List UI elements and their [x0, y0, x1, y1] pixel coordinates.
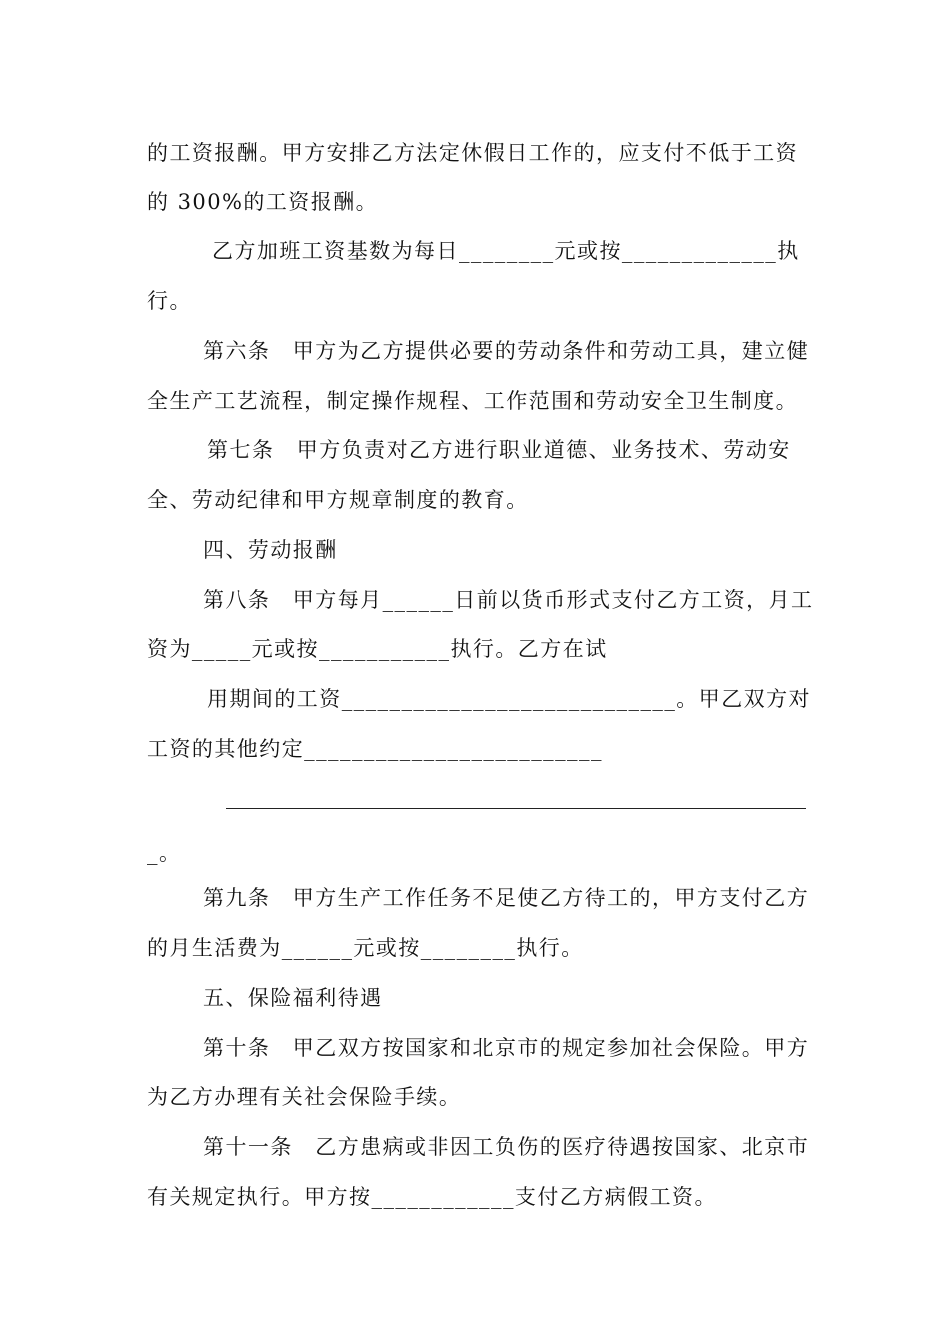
- article-10-line-1: 第十条 甲乙双方按国家和北京市的规定参加社会保险。甲方: [203, 1036, 810, 1060]
- article-8-line-4: 工资的其他约定_________________________: [147, 737, 603, 761]
- article-9-line-1: 第九条 甲方生产工作任务不足使乙方待工的，甲方支付乙方: [203, 886, 810, 910]
- article-11-line-2: 有关规定执行。甲方按____________支付乙方病假工资。: [147, 1185, 717, 1209]
- blank-underline: [226, 808, 806, 809]
- article-8-line-2: 资为_____元或按___________执行。乙方在试: [147, 637, 608, 661]
- article-6-line-2: 全生产工艺流程，制定操作规程、工作范围和劳动安全卫生制度。: [147, 389, 799, 413]
- section-heading-4: 四、劳动报酬: [203, 538, 338, 562]
- text-line-4: 行。: [147, 289, 192, 313]
- article-6-line-1: 第六条 甲方为乙方提供必要的劳动条件和劳动工具，建立健: [203, 339, 810, 363]
- text-line-1: 的工资报酬。甲方安排乙方法定休假日工作的，应支付不低于工资: [147, 141, 799, 165]
- article-8-line-5: _。: [147, 841, 182, 865]
- section-heading-5: 五、保险福利待遇: [203, 986, 383, 1010]
- article-7-line-2: 全、劳动纪律和甲方规章制度的教育。: [147, 488, 529, 512]
- text-line-3: 乙方加班工资基数为每日________元或按_____________执: [212, 239, 800, 263]
- article-11-line-1: 第十一条 乙方患病或非因工负伤的医疗待遇按国家、北京市: [203, 1135, 810, 1159]
- article-10-line-2: 为乙方办理有关社会保险手续。: [147, 1085, 462, 1109]
- article-8-line-1: 第八条 甲方每月______日前以货币形式支付乙方工资，月工: [203, 588, 814, 612]
- article-9-line-2: 的月生活费为______元或按________执行。: [147, 936, 584, 960]
- article-8-line-3: 用期间的工资____________________________。甲乙双方对: [207, 687, 811, 711]
- article-7-line-1: 第七条 甲方负责对乙方进行职业道德、业务技术、劳动安: [207, 438, 791, 462]
- text-line-2: 的 300%的工资报酬。: [147, 190, 379, 214]
